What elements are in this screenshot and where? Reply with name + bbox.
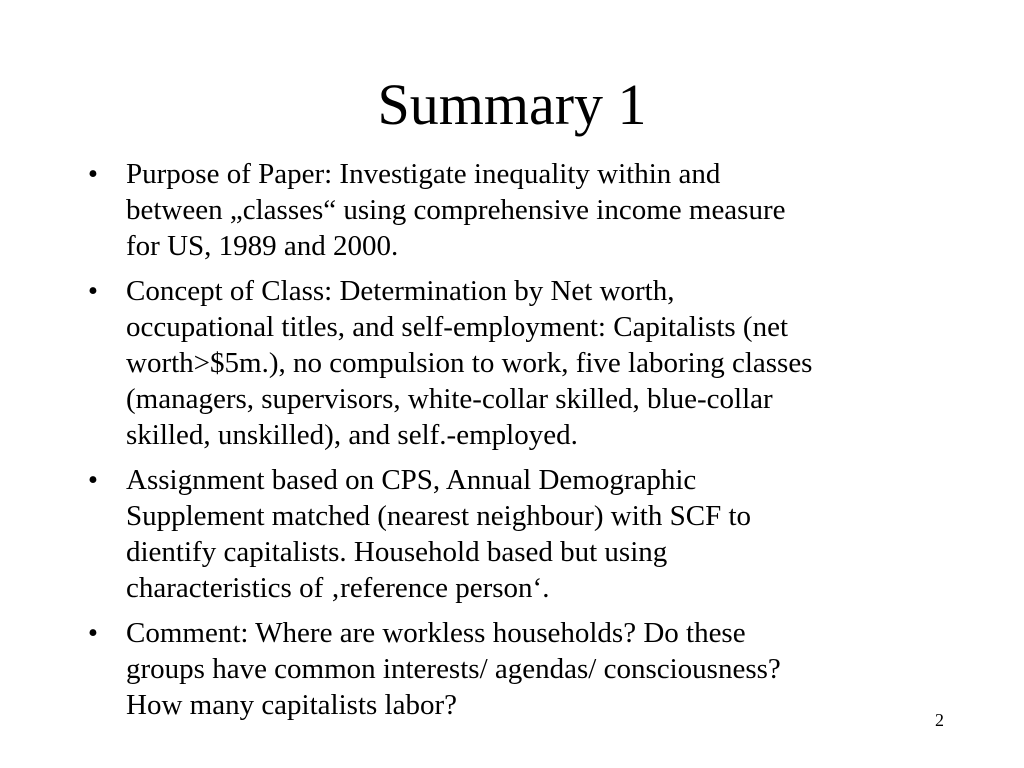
bullet-line: between „classes“ using comprehensive income measure [126, 194, 786, 226]
bullet-list [83, 156, 953, 732]
bullet-line: dientify capitalists. Household based but using [126, 536, 668, 568]
bullet-line: Assignment based on CPS, Annual Demographic [126, 464, 697, 496]
bullet-item-concept-of-class [83, 273, 953, 453]
bullet-dot-icon: • [87, 617, 99, 649]
slide-title: Summary 1 [377, 72, 647, 137]
page-number: 2 [935, 710, 944, 730]
bullet-line: How many capitalists labor? [126, 689, 457, 721]
bullet-dot-icon: • [87, 158, 99, 190]
bullet-dot-icon: • [87, 464, 99, 496]
bullet-line: Supplement matched (nearest neighbour) with SCF to [126, 500, 752, 532]
bullet-line: Comment: Where are workless households? Do these [126, 617, 746, 649]
bullet-item-purpose [83, 156, 953, 264]
bullet-line: characteristics of ‚reference person‘. [126, 572, 550, 604]
bullet-line: groups have common interests/ agendas/ consciousness? [126, 653, 781, 685]
bullet-line: Concept of Class: Determination by Net worth, [126, 275, 675, 307]
bullet-item-assignment [83, 462, 953, 606]
bullet-item-comment [83, 615, 953, 723]
bullet-line: Purpose of Paper: Investigate inequality within and [126, 158, 721, 190]
bullet-line: skilled, unskilled), and self.-employed. [126, 419, 578, 451]
bullet-line: for US, 1989 and 2000. [126, 230, 399, 262]
bullet-line: (managers, supervisors, white-collar skilled, blue-collar [126, 383, 773, 415]
bullet-dot-icon: • [87, 275, 99, 307]
bullet-line: worth>$5m.), no compulsion to work, five laboring classes [126, 347, 813, 379]
bullet-line: occupational titles, and self-employment: Capitalists (net [126, 311, 789, 343]
